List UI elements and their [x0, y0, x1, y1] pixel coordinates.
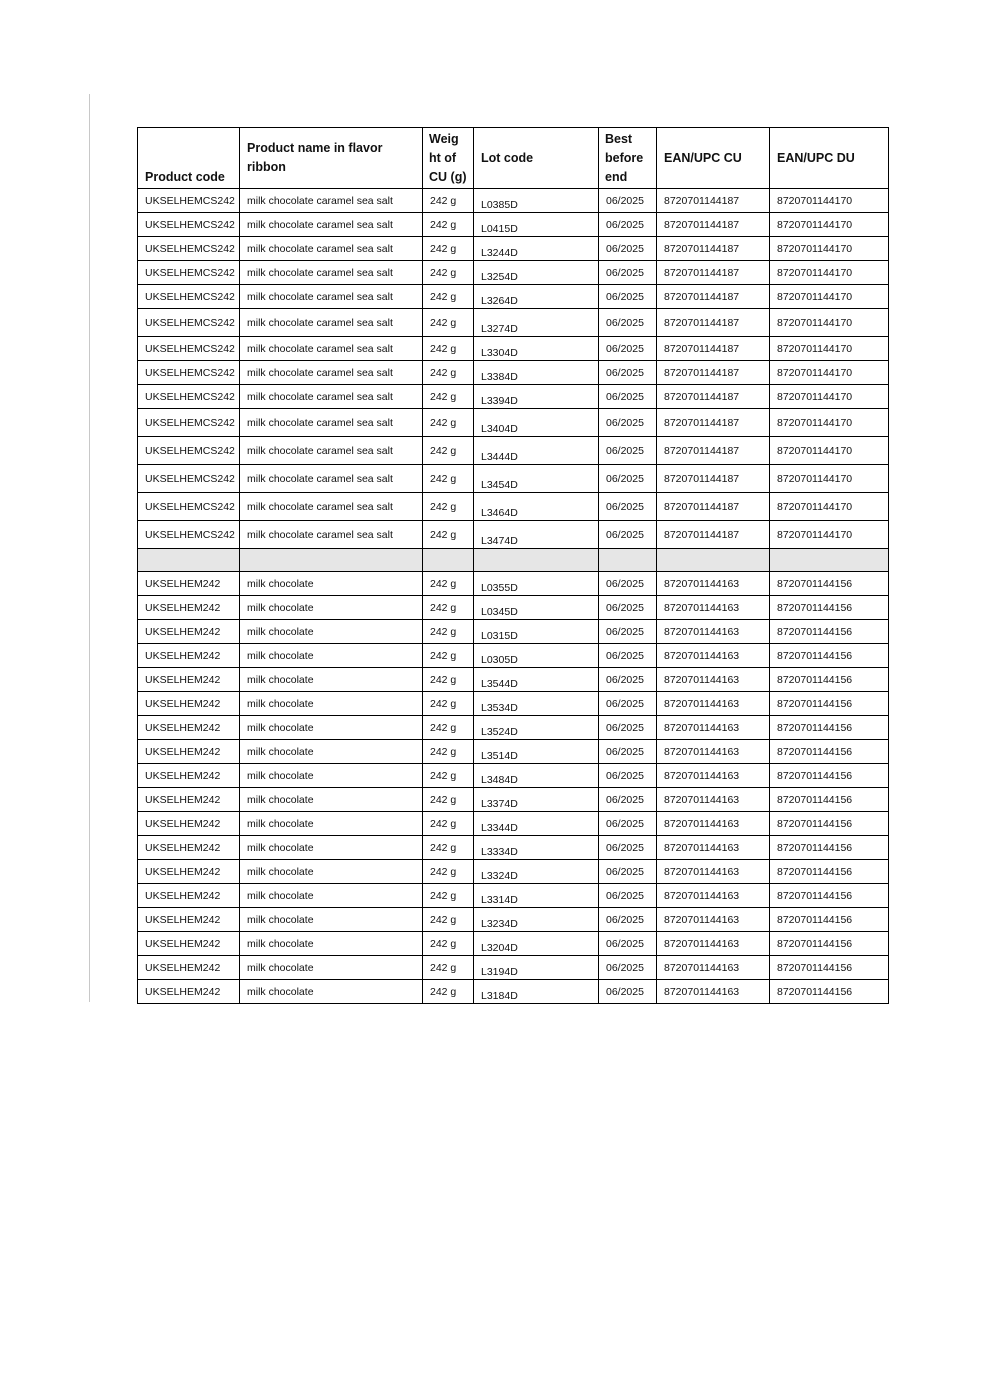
- cell-lot-code: L3324D: [474, 860, 599, 884]
- table-row: [138, 644, 889, 668]
- cell-weight: 242 g: [423, 493, 474, 521]
- cell-best-before: 06/2025: [599, 692, 657, 716]
- cell-ean-du: 8720701144156: [770, 668, 889, 692]
- cell-lot-code: L3534D: [474, 692, 599, 716]
- table-row: [138, 572, 889, 596]
- cell-lot-code: L3404D: [474, 409, 599, 437]
- table-row: [138, 716, 889, 740]
- cell-ean-cu: 8720701144187: [657, 409, 770, 437]
- cell-best-before: 06/2025: [599, 385, 657, 409]
- cell-ean-cu: 8720701144187: [657, 437, 770, 465]
- cell-product-name: milk chocolate caramel sea salt: [240, 213, 423, 237]
- header-row: [138, 128, 889, 189]
- cell-product-name: milk chocolate: [240, 740, 423, 764]
- table-row: [138, 596, 889, 620]
- cell-lot-code: L0415D: [474, 213, 599, 237]
- cell-product-name: milk chocolate: [240, 716, 423, 740]
- separator-cell: [423, 549, 474, 572]
- table-row: [138, 620, 889, 644]
- separator-cell: [599, 549, 657, 572]
- table-row: [138, 908, 889, 932]
- cell-product-code: UKSELHEM242: [138, 956, 240, 980]
- cell-best-before: 06/2025: [599, 764, 657, 788]
- cell-lot-code: L3234D: [474, 908, 599, 932]
- cell-weight: 242 g: [423, 213, 474, 237]
- cell-best-before: 06/2025: [599, 980, 657, 1004]
- cell-product-code: UKSELHEM242: [138, 812, 240, 836]
- cell-best-before: 06/2025: [599, 285, 657, 309]
- cell-ean-du: 8720701144156: [770, 644, 889, 668]
- cell-ean-du: 8720701144156: [770, 716, 889, 740]
- cell-product-name: milk chocolate caramel sea salt: [240, 309, 423, 337]
- cell-weight: 242 g: [423, 261, 474, 285]
- table-row: [138, 812, 889, 836]
- cell-lot-code: L3524D: [474, 716, 599, 740]
- cell-product-name: milk chocolate: [240, 692, 423, 716]
- cell-lot-code: L0345D: [474, 596, 599, 620]
- table-row: [138, 764, 889, 788]
- cell-ean-du: 8720701144156: [770, 860, 889, 884]
- cell-ean-cu: 8720701144163: [657, 932, 770, 956]
- cell-ean-du: 8720701144170: [770, 261, 889, 285]
- table-row: [138, 361, 889, 385]
- cell-ean-cu: 8720701144187: [657, 213, 770, 237]
- table-row: [138, 409, 889, 437]
- cell-product-code: UKSELHEMCS242: [138, 409, 240, 437]
- cell-ean-du: 8720701144156: [770, 764, 889, 788]
- cell-product-code: UKSELHEMCS242: [138, 465, 240, 493]
- cell-lot-code: L3274D: [474, 309, 599, 337]
- cell-product-code: UKSELHEM242: [138, 668, 240, 692]
- cell-ean-du: 8720701144156: [770, 836, 889, 860]
- cell-product-code: UKSELHEM242: [138, 980, 240, 1004]
- cell-best-before: 06/2025: [599, 213, 657, 237]
- cell-best-before: 06/2025: [599, 409, 657, 437]
- cell-ean-cu: 8720701144187: [657, 361, 770, 385]
- table-row: [138, 309, 889, 337]
- cell-ean-du: 8720701144170: [770, 493, 889, 521]
- cell-weight: 242 g: [423, 908, 474, 932]
- cell-ean-cu: 8720701144163: [657, 908, 770, 932]
- cell-weight: 242 g: [423, 860, 474, 884]
- table-row: [138, 932, 889, 956]
- separator-cell: [138, 549, 240, 572]
- cell-lot-code: L3244D: [474, 237, 599, 261]
- cell-product-name: milk chocolate caramel sea salt: [240, 437, 423, 465]
- cell-lot-code: L3344D: [474, 812, 599, 836]
- cell-product-name: milk chocolate: [240, 788, 423, 812]
- cell-ean-du: 8720701144156: [770, 692, 889, 716]
- cell-product-name: milk chocolate caramel sea salt: [240, 189, 423, 213]
- cell-product-name: milk chocolate caramel sea salt: [240, 493, 423, 521]
- cell-ean-du: 8720701144170: [770, 465, 889, 493]
- cell-lot-code: L0305D: [474, 644, 599, 668]
- cell-weight: 242 g: [423, 956, 474, 980]
- cell-product-code: UKSELHEM242: [138, 620, 240, 644]
- cell-ean-cu: 8720701144187: [657, 385, 770, 409]
- cell-weight: 242 g: [423, 836, 474, 860]
- cell-best-before: 06/2025: [599, 740, 657, 764]
- cell-ean-cu: 8720701144163: [657, 860, 770, 884]
- cell-product-name: milk chocolate: [240, 956, 423, 980]
- cell-weight: 242 g: [423, 716, 474, 740]
- cell-ean-cu: 8720701144163: [657, 620, 770, 644]
- separator-cell: [657, 549, 770, 572]
- cell-ean-cu: 8720701144163: [657, 668, 770, 692]
- cell-ean-cu: 8720701144187: [657, 521, 770, 549]
- cell-ean-cu: 8720701144187: [657, 309, 770, 337]
- cell-ean-cu: 8720701144163: [657, 716, 770, 740]
- cell-best-before: 06/2025: [599, 437, 657, 465]
- cell-ean-du: 8720701144156: [770, 884, 889, 908]
- table-row: [138, 213, 889, 237]
- cell-ean-du: 8720701144170: [770, 309, 889, 337]
- cell-ean-cu: 8720701144187: [657, 189, 770, 213]
- cell-weight: 242 g: [423, 740, 474, 764]
- cell-lot-code: L3254D: [474, 261, 599, 285]
- cell-weight: 242 g: [423, 409, 474, 437]
- cell-ean-cu: 8720701144163: [657, 980, 770, 1004]
- cell-product-code: UKSELHEMCS242: [138, 309, 240, 337]
- cell-ean-du: 8720701144156: [770, 980, 889, 1004]
- table-row: [138, 788, 889, 812]
- cell-ean-du: 8720701144170: [770, 521, 889, 549]
- table-row: [138, 884, 889, 908]
- cell-weight: 242 g: [423, 620, 474, 644]
- cell-weight: 242 g: [423, 764, 474, 788]
- cell-product-name: milk chocolate: [240, 668, 423, 692]
- cell-best-before: 06/2025: [599, 361, 657, 385]
- cell-lot-code: L3194D: [474, 956, 599, 980]
- cell-best-before: 06/2025: [599, 908, 657, 932]
- cell-lot-code: L0385D: [474, 189, 599, 213]
- header-product-name: Product name in flavor ribbon: [240, 128, 423, 189]
- cell-ean-du: 8720701144170: [770, 409, 889, 437]
- header-ean-cu: EAN/UPC CU: [657, 128, 770, 189]
- cell-best-before: 06/2025: [599, 956, 657, 980]
- cell-weight: 242 g: [423, 465, 474, 493]
- cell-product-code: UKSELHEM242: [138, 836, 240, 860]
- header-lot-code: Lot code: [474, 128, 599, 189]
- cell-weight: 242 g: [423, 572, 474, 596]
- table-row: [138, 521, 889, 549]
- cell-ean-cu: 8720701144163: [657, 644, 770, 668]
- cell-product-name: milk chocolate caramel sea salt: [240, 385, 423, 409]
- cell-product-code: UKSELHEM242: [138, 740, 240, 764]
- cell-best-before: 06/2025: [599, 261, 657, 285]
- cell-weight: 242 g: [423, 932, 474, 956]
- cell-product-name: milk chocolate caramel sea salt: [240, 409, 423, 437]
- cell-weight: 242 g: [423, 437, 474, 465]
- cell-best-before: 06/2025: [599, 572, 657, 596]
- cell-ean-du: 8720701144170: [770, 285, 889, 309]
- cell-ean-du: 8720701144170: [770, 189, 889, 213]
- cell-product-name: milk chocolate: [240, 980, 423, 1004]
- cell-product-code: UKSELHEM242: [138, 884, 240, 908]
- cell-best-before: 06/2025: [599, 860, 657, 884]
- cell-ean-cu: 8720701144187: [657, 493, 770, 521]
- cell-lot-code: L3304D: [474, 337, 599, 361]
- cell-weight: 242 g: [423, 189, 474, 213]
- cell-best-before: 06/2025: [599, 812, 657, 836]
- cell-ean-cu: 8720701144163: [657, 692, 770, 716]
- cell-ean-du: 8720701144156: [770, 812, 889, 836]
- cell-product-name: milk chocolate caramel sea salt: [240, 285, 423, 309]
- cell-product-name: milk chocolate caramel sea salt: [240, 237, 423, 261]
- cell-lot-code: L3464D: [474, 493, 599, 521]
- cell-product-name: milk chocolate: [240, 932, 423, 956]
- cell-ean-du: 8720701144156: [770, 572, 889, 596]
- cell-product-name: milk chocolate: [240, 620, 423, 644]
- cell-lot-code: L3204D: [474, 932, 599, 956]
- cell-product-code: UKSELHEMCS242: [138, 385, 240, 409]
- cell-product-code: UKSELHEM242: [138, 716, 240, 740]
- cell-lot-code: L3374D: [474, 788, 599, 812]
- cell-product-code: UKSELHEM242: [138, 596, 240, 620]
- cell-ean-cu: 8720701144163: [657, 884, 770, 908]
- cell-product-name: milk chocolate caramel sea salt: [240, 465, 423, 493]
- cell-ean-cu: 8720701144163: [657, 812, 770, 836]
- cell-best-before: 06/2025: [599, 493, 657, 521]
- table-row: [138, 337, 889, 361]
- cell-best-before: 06/2025: [599, 668, 657, 692]
- cell-product-code: UKSELHEMCS242: [138, 261, 240, 285]
- group-separator-row: [138, 549, 889, 572]
- cell-product-code: UKSELHEM242: [138, 644, 240, 668]
- cell-lot-code: L3514D: [474, 740, 599, 764]
- separator-cell: [474, 549, 599, 572]
- cell-product-name: milk chocolate: [240, 644, 423, 668]
- cell-ean-cu: 8720701144163: [657, 764, 770, 788]
- table-row: [138, 980, 889, 1004]
- table-row: [138, 437, 889, 465]
- header-product-code: Product code: [138, 128, 240, 189]
- cell-lot-code: L3184D: [474, 980, 599, 1004]
- cell-lot-code: L3474D: [474, 521, 599, 549]
- cell-product-name: milk chocolate: [240, 764, 423, 788]
- cell-ean-du: 8720701144170: [770, 337, 889, 361]
- cell-product-code: UKSELHEMCS242: [138, 361, 240, 385]
- cell-weight: 242 g: [423, 644, 474, 668]
- cell-ean-du: 8720701144156: [770, 740, 889, 764]
- cell-product-name: milk chocolate: [240, 572, 423, 596]
- table-row: [138, 836, 889, 860]
- cell-best-before: 06/2025: [599, 237, 657, 261]
- cell-product-name: milk chocolate caramel sea salt: [240, 261, 423, 285]
- cell-ean-du: 8720701144156: [770, 620, 889, 644]
- cell-ean-cu: 8720701144187: [657, 465, 770, 493]
- cell-weight: 242 g: [423, 237, 474, 261]
- cell-product-code: UKSELHEMCS242: [138, 521, 240, 549]
- cell-weight: 242 g: [423, 812, 474, 836]
- cell-product-name: milk chocolate: [240, 908, 423, 932]
- cell-weight: 242 g: [423, 361, 474, 385]
- cell-lot-code: L3334D: [474, 836, 599, 860]
- cell-product-code: UKSELHEMCS242: [138, 237, 240, 261]
- cell-product-code: UKSELHEM242: [138, 908, 240, 932]
- cell-product-name: milk chocolate: [240, 860, 423, 884]
- cell-best-before: 06/2025: [599, 521, 657, 549]
- cell-ean-cu: 8720701144163: [657, 956, 770, 980]
- cell-product-code: UKSELHEMCS242: [138, 337, 240, 361]
- cell-weight: 242 g: [423, 521, 474, 549]
- cell-lot-code: L3544D: [474, 668, 599, 692]
- cell-ean-cu: 8720701144187: [657, 337, 770, 361]
- cell-product-name: milk chocolate caramel sea salt: [240, 337, 423, 361]
- cell-weight: 242 g: [423, 385, 474, 409]
- cell-best-before: 06/2025: [599, 644, 657, 668]
- cell-ean-du: 8720701144170: [770, 213, 889, 237]
- cell-product-name: milk chocolate: [240, 836, 423, 860]
- cell-product-code: UKSELHEM242: [138, 860, 240, 884]
- cell-lot-code: L3444D: [474, 437, 599, 465]
- cell-ean-du: 8720701144156: [770, 908, 889, 932]
- cell-ean-du: 8720701144170: [770, 361, 889, 385]
- cell-product-name: milk chocolate caramel sea salt: [240, 361, 423, 385]
- cell-best-before: 06/2025: [599, 884, 657, 908]
- cell-best-before: 06/2025: [599, 337, 657, 361]
- cell-ean-du: 8720701144170: [770, 385, 889, 409]
- cell-ean-cu: 8720701144187: [657, 285, 770, 309]
- table-row: [138, 385, 889, 409]
- cell-product-code: UKSELHEMCS242: [138, 189, 240, 213]
- cell-lot-code: L3454D: [474, 465, 599, 493]
- cell-best-before: 06/2025: [599, 836, 657, 860]
- table-row: [138, 668, 889, 692]
- cell-lot-code: L0355D: [474, 572, 599, 596]
- table-row: [138, 740, 889, 764]
- cell-ean-cu: 8720701144163: [657, 788, 770, 812]
- cell-product-code: UKSELHEM242: [138, 764, 240, 788]
- cell-ean-cu: 8720701144187: [657, 237, 770, 261]
- cell-weight: 242 g: [423, 884, 474, 908]
- cell-ean-cu: 8720701144187: [657, 261, 770, 285]
- table-row: [138, 465, 889, 493]
- table-row: [138, 493, 889, 521]
- cell-product-code: UKSELHEM242: [138, 692, 240, 716]
- table-header: [138, 128, 889, 189]
- cell-weight: 242 g: [423, 668, 474, 692]
- table-body: [138, 189, 889, 1004]
- cell-lot-code: L3394D: [474, 385, 599, 409]
- cell-best-before: 06/2025: [599, 596, 657, 620]
- cell-ean-du: 8720701144156: [770, 788, 889, 812]
- separator-cell: [240, 549, 423, 572]
- cell-ean-cu: 8720701144163: [657, 740, 770, 764]
- header-best-before: Best before end: [599, 128, 657, 189]
- cell-best-before: 06/2025: [599, 788, 657, 812]
- product-recall-table: [137, 127, 889, 1004]
- cell-ean-cu: 8720701144163: [657, 596, 770, 620]
- separator-cell: [770, 549, 889, 572]
- cell-ean-du: 8720701144156: [770, 932, 889, 956]
- cell-product-code: UKSELHEMCS242: [138, 285, 240, 309]
- cell-best-before: 06/2025: [599, 309, 657, 337]
- table-row: [138, 860, 889, 884]
- cell-product-code: UKSELHEMCS242: [138, 493, 240, 521]
- cell-product-name: milk chocolate: [240, 812, 423, 836]
- cell-best-before: 06/2025: [599, 189, 657, 213]
- cell-product-name: milk chocolate: [240, 884, 423, 908]
- cell-product-code: UKSELHEMCS242: [138, 213, 240, 237]
- cell-product-name: milk chocolate caramel sea salt: [240, 521, 423, 549]
- cell-weight: 242 g: [423, 285, 474, 309]
- cell-ean-du: 8720701144156: [770, 956, 889, 980]
- header-ean-du: EAN/UPC DU: [770, 128, 889, 189]
- table-row: [138, 956, 889, 980]
- cell-weight: 242 g: [423, 337, 474, 361]
- cell-product-code: UKSELHEM242: [138, 572, 240, 596]
- table-row: [138, 261, 889, 285]
- cell-lot-code: L0315D: [474, 620, 599, 644]
- cell-product-name: milk chocolate: [240, 596, 423, 620]
- table-row: [138, 692, 889, 716]
- cell-weight: 242 g: [423, 692, 474, 716]
- cell-weight: 242 g: [423, 788, 474, 812]
- cell-weight: 242 g: [423, 980, 474, 1004]
- cell-product-code: UKSELHEM242: [138, 932, 240, 956]
- cell-weight: 242 g: [423, 596, 474, 620]
- cell-best-before: 06/2025: [599, 716, 657, 740]
- cell-product-code: UKSELHEMCS242: [138, 437, 240, 465]
- cell-ean-cu: 8720701144163: [657, 572, 770, 596]
- table-row: [138, 285, 889, 309]
- table-row: [138, 189, 889, 213]
- cell-ean-du: 8720701144170: [770, 237, 889, 261]
- cell-lot-code: L3384D: [474, 361, 599, 385]
- table-row: [138, 237, 889, 261]
- cell-best-before: 06/2025: [599, 620, 657, 644]
- cell-product-code: UKSELHEM242: [138, 788, 240, 812]
- page-margin-line: [89, 94, 90, 1002]
- cell-ean-du: 8720701144170: [770, 437, 889, 465]
- cell-lot-code: L3484D: [474, 764, 599, 788]
- cell-lot-code: L3314D: [474, 884, 599, 908]
- cell-ean-cu: 8720701144163: [657, 836, 770, 860]
- cell-best-before: 06/2025: [599, 932, 657, 956]
- cell-lot-code: L3264D: [474, 285, 599, 309]
- cell-weight: 242 g: [423, 309, 474, 337]
- cell-best-before: 06/2025: [599, 465, 657, 493]
- header-weight: Weig ht of CU (g): [423, 128, 474, 189]
- cell-ean-du: 8720701144156: [770, 596, 889, 620]
